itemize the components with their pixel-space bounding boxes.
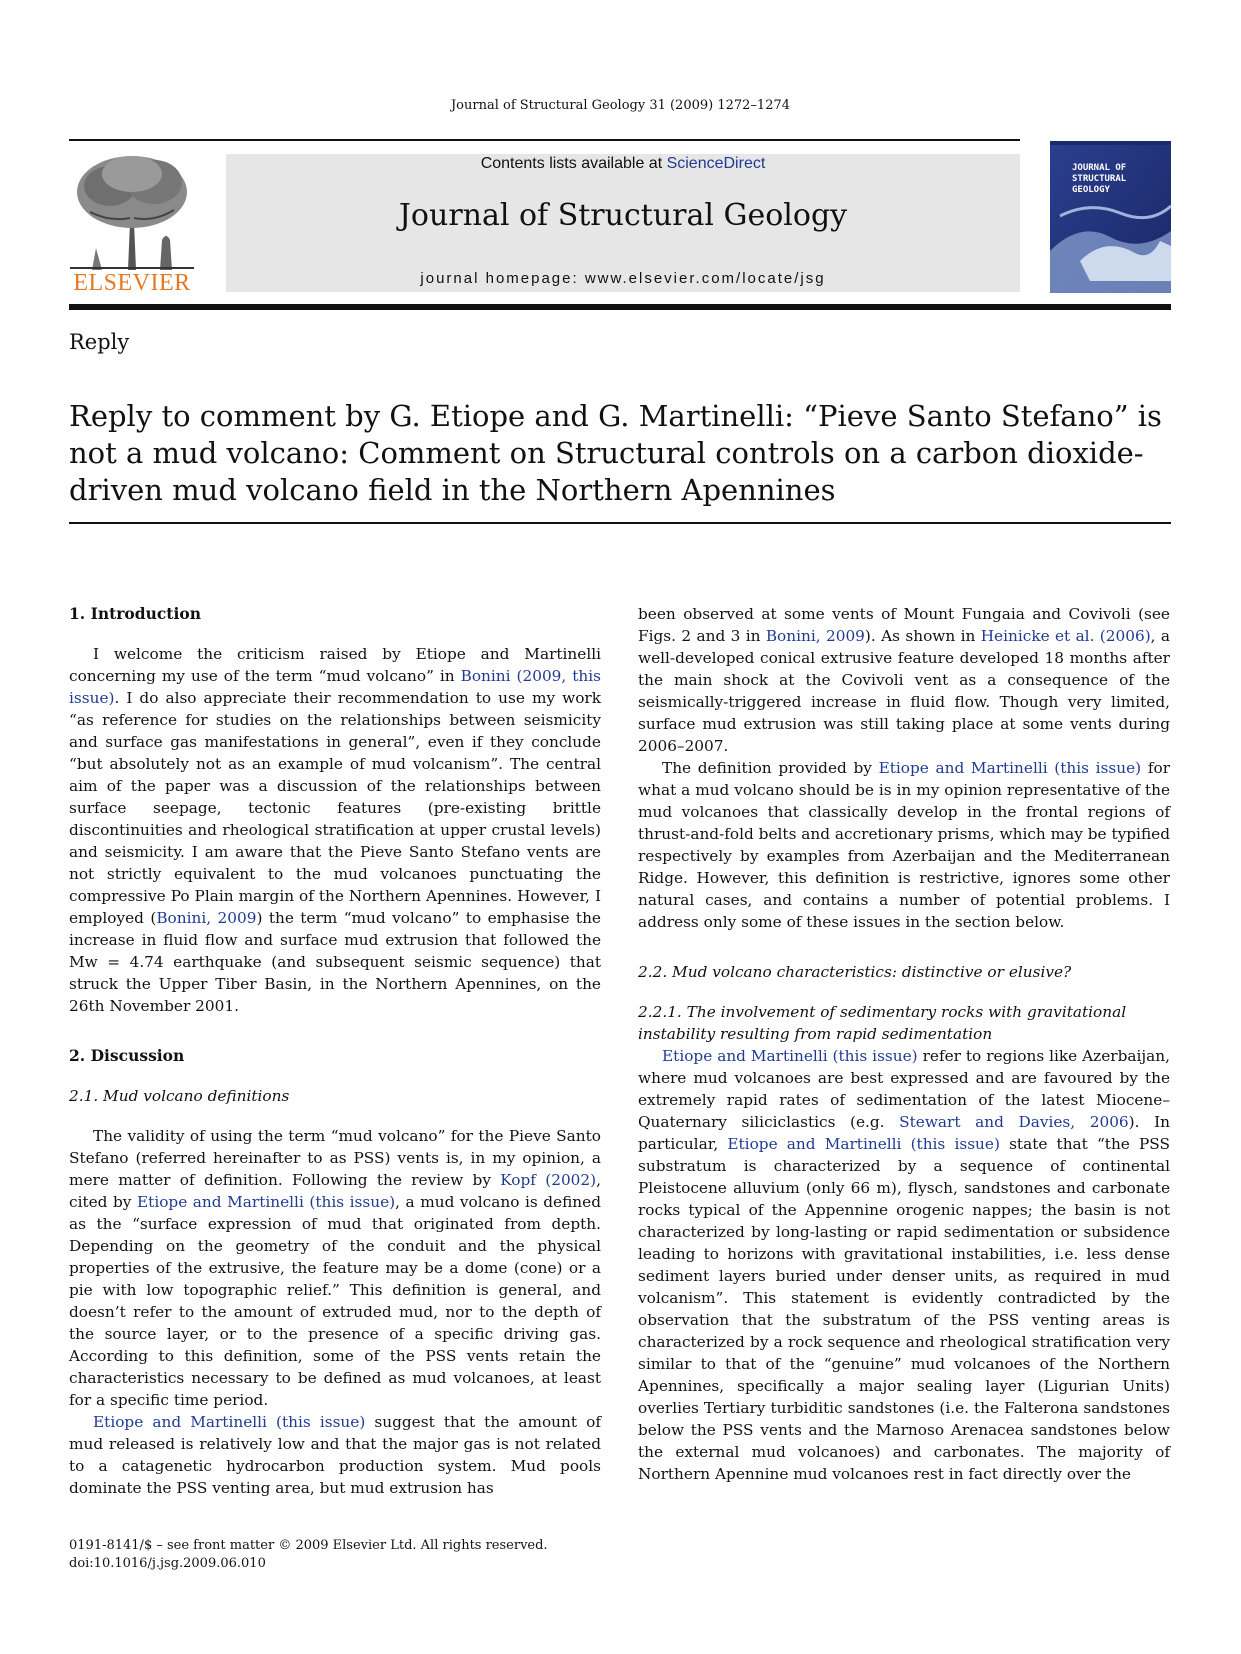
journal-banner xyxy=(226,154,1020,292)
ref-bonini-2009-this-issue[interactable]: Bonini (2009, this issue) xyxy=(69,667,601,707)
intro-paragraph: I welcome the criticism raised by Etiope and Martinelli concerning my use of the term “mud volcano” in Bonini (2009, this issue). I do also appreciate their recommendation to use my work “as reference for studies on the relationships between seismicity and surface gas manifestations in general”, even if they conclude “but absolutely not as an example of mud volcanism”. The central aim of the paper was a discussion of the relationships between surface seepage, tectonic features (pre-existing brittle discontinuities and rheological stratification at upper crustal levels) and seismicity. I am aware that the Pieve Santo Stefano vents are not strictly equivalent to the mud volcanoes punctuating the compressive Po Plain margin of the Northern Apennines. However, I employed (Bonini, 2009) the term “mud volcano” to emphasise the increase in fluid flow and surface mud extrusion that followed the Mw = 4.74 earthquake (and subsequent seismic sequence) that struck the Upper Tiber Basin, in the Northern Apennines, on the 26th November 2001. xyxy=(69,645,601,1015)
journal-title: Journal of Structural Geology xyxy=(398,198,848,233)
copyright-line: 0191-8141/$ – see front matter © 2009 Elsevier Ltd. All rights reserved. xyxy=(69,1538,548,1553)
elsevier-wordmark: ELSEVIER xyxy=(73,270,191,296)
definition-critique-paragraph: The definition provided by Etiope and Martinelli (this issue) for what a mud volcano should be is in my opinion representative of the mud volcanoes that classically develop in the frontal regions of thrust-and-fold belts and accretionary prisms, which may be typified respectively by examples from Azerbaijan and the Mediterranean Ridge. However, this definition is restrictive, ignores some other natural cases, and contains a number of potential problems. I address only some of these issues in the section below. xyxy=(638,759,1171,931)
title-rule xyxy=(69,522,1171,524)
ref-etiope-martinelli[interactable]: Etiope and Martinelli (this issue) xyxy=(137,1193,396,1211)
mud-extrusion-paragraph: been observed at some vents of Mount Fungaia and Covivoli (see Figs. 2 and 3 in Bonini, 2009). As shown in Heinicke et al. (2006), a well-developed conical extrusive feature developed 18 months after the main shock at the Covivoli vent as a consequence of the seismically-triggered increase in fluid flow. Though very limited, surface mud extrusion was still taking place at some vents during 2006–2007. xyxy=(638,605,1171,755)
ref-etiope-martinelli[interactable]: Etiope and Martinelli (this issue) xyxy=(878,759,1142,777)
contents-prefix: Contents lists available at xyxy=(480,155,667,172)
journal-cover-title: JOURNAL OF STRUCTURAL GEOLOGY xyxy=(1072,163,1127,195)
sciencedirect-link[interactable]: ScienceDirect xyxy=(666,155,766,172)
ref-etiope-martinelli[interactable]: Etiope and Martinelli (this issue) xyxy=(662,1047,918,1065)
section-2-2-1-heading: 2.2.1. The involvement of sedimentary rocks with gravitational instability resulting from rapid sedimentation xyxy=(638,1003,1127,1043)
left-column xyxy=(69,603,601,1499)
mud-amount-paragraph: Etiope and Martinelli (this issue) suggest that the amount of mud released is relatively low and that the major gas is not related to a catagenetic hydrocarbon production system. Mud pools dominate the PSS venting area, but mud extrusion has xyxy=(69,1413,601,1497)
article-title: Reply to comment by G. Etiope and G. Martinelli: “Pieve Santo Stefano” is not a mud volcano: Comment on Structural controls on a carbon dioxide-driven mud volcano field in the Northern Apennines xyxy=(69,399,1162,507)
ref-kopf-2002[interactable]: Kopf (2002) xyxy=(500,1171,597,1189)
ref-bonini-2009[interactable]: Bonini, 2009 xyxy=(765,627,865,645)
right-column xyxy=(638,603,1170,1485)
journal-homepage-link[interactable]: journal homepage: www.elsevier.com/locate/jsg xyxy=(420,270,826,287)
header-bottom-rule xyxy=(69,304,1171,310)
header-top-rule xyxy=(69,139,1020,141)
section-2-1-heading: 2.1. Mud volcano definitions xyxy=(69,1087,290,1105)
section-2-2-heading: 2.2. Mud volcano characteristics: distinctive or elusive? xyxy=(638,963,1072,981)
ref-etiope-martinelli[interactable]: Etiope and Martinelli (this issue) xyxy=(93,1413,366,1431)
definition-paragraph: The validity of using the term “mud volcano” for the Pieve Santo Stefano (referred hereinafter to as PSS) vents is, in my opinion, a mere matter of definition. Following the review by Kopf (2002), cited by Etiope and Martinelli (this issue), a mud volcano is defined as the “surface expression of mud that originated from depth. Depending on the geometry of the conduit and the physical properties of the extrusive, the feature may be a dome (cone) or a pie with low topographic relief.” This definition is general, and doesn’t refer to the amount of extruded mud, nor to the depth of the source layer, or to the presence of a specific driving gas. According to this definition, some of the PSS vents retain the characteristics necessary to be defined as mud volcanoes, at least for a specific time period. xyxy=(69,1127,601,1409)
elsevier-logo xyxy=(68,152,196,296)
sedimentary-paragraph: Etiope and Martinelli (this issue) refer to regions like Azerbaijan, where mud volcanoes are best expressed and are favoured by the extremely rapid rates of sedimentation of the latest Miocene–Quaternary siliciclastics (e.g. Stewart and Davies, 2006). In particular, Etiope and Martinelli (this issue) state that “the PSS substratum is characterized by a sequence of continental Pleistocene alluvium (only 66 m), flysch, sandstones and carbonate rocks typical of the Appennine orogenic nappes; the basin is not characterized by long-lasting or rapid sedimentation or subsidence leading to horizons with gravitational instabilities, i.e. less dense sediment layers buried under denser units, as required in mud volcanism”. This statement is evidently contradicted by the observation that the substratum of the PSS venting areas is characterized by a rock sequence and rheological stratification very similar to that of the “genuine” mud volcanoes of the Northern Apennines, specifically a major sealing layer (Ligurian Units) overlies Tertiary turbiditic sandstones (i.e. the Falterona sandstones below the PSS vents and the Marnoso Arenacea sandstones below the external mud volcanoes) and carbonates. The majority of Northern Apennine mud volcanoes rest in fact directly over the xyxy=(638,1047,1170,1483)
article-type: Reply xyxy=(69,330,130,354)
ref-stewart-davies-2006[interactable]: Stewart and Davies, 2006 xyxy=(899,1113,1129,1131)
doi-line: doi:10.1016/j.jsg.2009.06.010 xyxy=(69,1556,266,1571)
ref-etiope-martinelli[interactable]: Etiope and Martinelli (this issue) xyxy=(727,1135,1000,1153)
ref-heinicke-2006[interactable]: Heinicke et al. (2006) xyxy=(980,627,1151,645)
section-1-heading: 1. Introduction xyxy=(69,604,201,623)
journal-citation: Journal of Structural Geology 31 (2009) 1272–1274 xyxy=(450,98,791,113)
contents-line xyxy=(226,155,1020,173)
section-2-heading: 2. Discussion xyxy=(69,1046,185,1065)
ref-bonini-2009[interactable]: Bonini, 2009 xyxy=(156,909,257,927)
elsevier-tree-icon xyxy=(70,152,194,270)
journal-cover-image xyxy=(1050,141,1171,293)
footer xyxy=(69,1537,548,1573)
